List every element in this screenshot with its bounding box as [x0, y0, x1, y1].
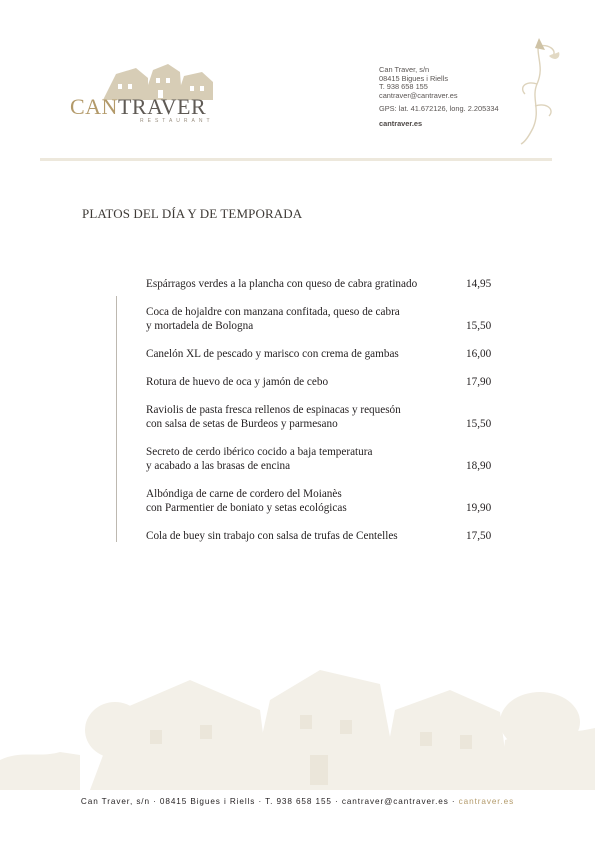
dish-description: Canelón XL de pescado y marisco con crema de gambas [146, 348, 399, 360]
dish-price: 14,95 [466, 278, 492, 290]
footer-contact: Can Traver, s/n · 08415 Bigues i Riells · T. 938 658 155 · cantraver@cantraver.es · [80, 797, 459, 806]
page-footer [0, 797, 595, 806]
contact-line: T. 938 658 155 [379, 82, 428, 92]
dish-price: 15,50 [466, 418, 492, 430]
dish-description: Rotura de huevo de oca y jamón de cebo [146, 376, 329, 388]
dish-description: y acabado a las brasas de encina [146, 460, 291, 473]
section-title: PLATOS DEL DÍA Y DE TEMPORADA [82, 206, 303, 221]
dish-description: con Parmentier de boniato y setas ecológicas [146, 502, 347, 515]
farmhouse-watermark-icon [0, 640, 595, 790]
menu-item [146, 305, 464, 333]
menu-item [146, 487, 464, 515]
footer-website[interactable]: cantraver.es [458, 797, 515, 806]
menu-item [146, 347, 464, 361]
logo-can: CAN [70, 94, 118, 119]
dish-price: 17,90 [466, 376, 492, 388]
dish-description: Raviolis de pasta fresca rellenos de espinacas y requesón [146, 404, 401, 416]
contact-line: 08415 Bigues i Riells [379, 73, 449, 83]
flourish-icon [505, 36, 565, 146]
menu-item [146, 375, 464, 389]
dish-description: Albóndiga de carne de cordero del Moianès [146, 488, 342, 500]
restaurant-logo [70, 60, 230, 130]
contact-gps: GPS: lat. 41.672126, long. 2.205334 [379, 104, 499, 114]
menu-vertical-rule [116, 296, 117, 542]
dish-price: 17,50 [466, 530, 492, 542]
dish-description: con salsa de setas de Burdeos y parmesano [146, 418, 338, 431]
dish-description: y mortadela de Bologna [146, 320, 254, 333]
menu-item [146, 403, 464, 431]
dish-price: 16,00 [466, 348, 492, 360]
dish-description: Coca de hojaldre con manzana confitada, queso de cabra [146, 306, 400, 318]
header-divider [40, 158, 552, 161]
menu-item [146, 277, 464, 291]
contact-email[interactable]: cantraver@cantraver.es [379, 90, 458, 100]
dish-price: 18,90 [466, 460, 492, 472]
dish-price: 15,50 [466, 320, 492, 332]
logo-subtitle: RESTAURANT [140, 118, 214, 124]
logo-traver: TRAVER [117, 94, 207, 119]
contact-line: Can Traver, s/n [379, 65, 430, 74]
dish-description: Cola de buey sin trabajo con salsa de trufas de Centelles [146, 530, 398, 542]
menu-item [146, 445, 464, 473]
dish-description: Secreto de cerdo ibérico cocido a baja temperatura [146, 446, 373, 458]
logo-wordmark [70, 94, 230, 120]
menu-item [146, 529, 464, 543]
dish-description: Espárragos verdes a la plancha con queso de cabra gratinado [146, 278, 418, 290]
contact-website[interactable]: cantraver.es [379, 118, 423, 128]
dish-price: 19,90 [466, 502, 492, 514]
